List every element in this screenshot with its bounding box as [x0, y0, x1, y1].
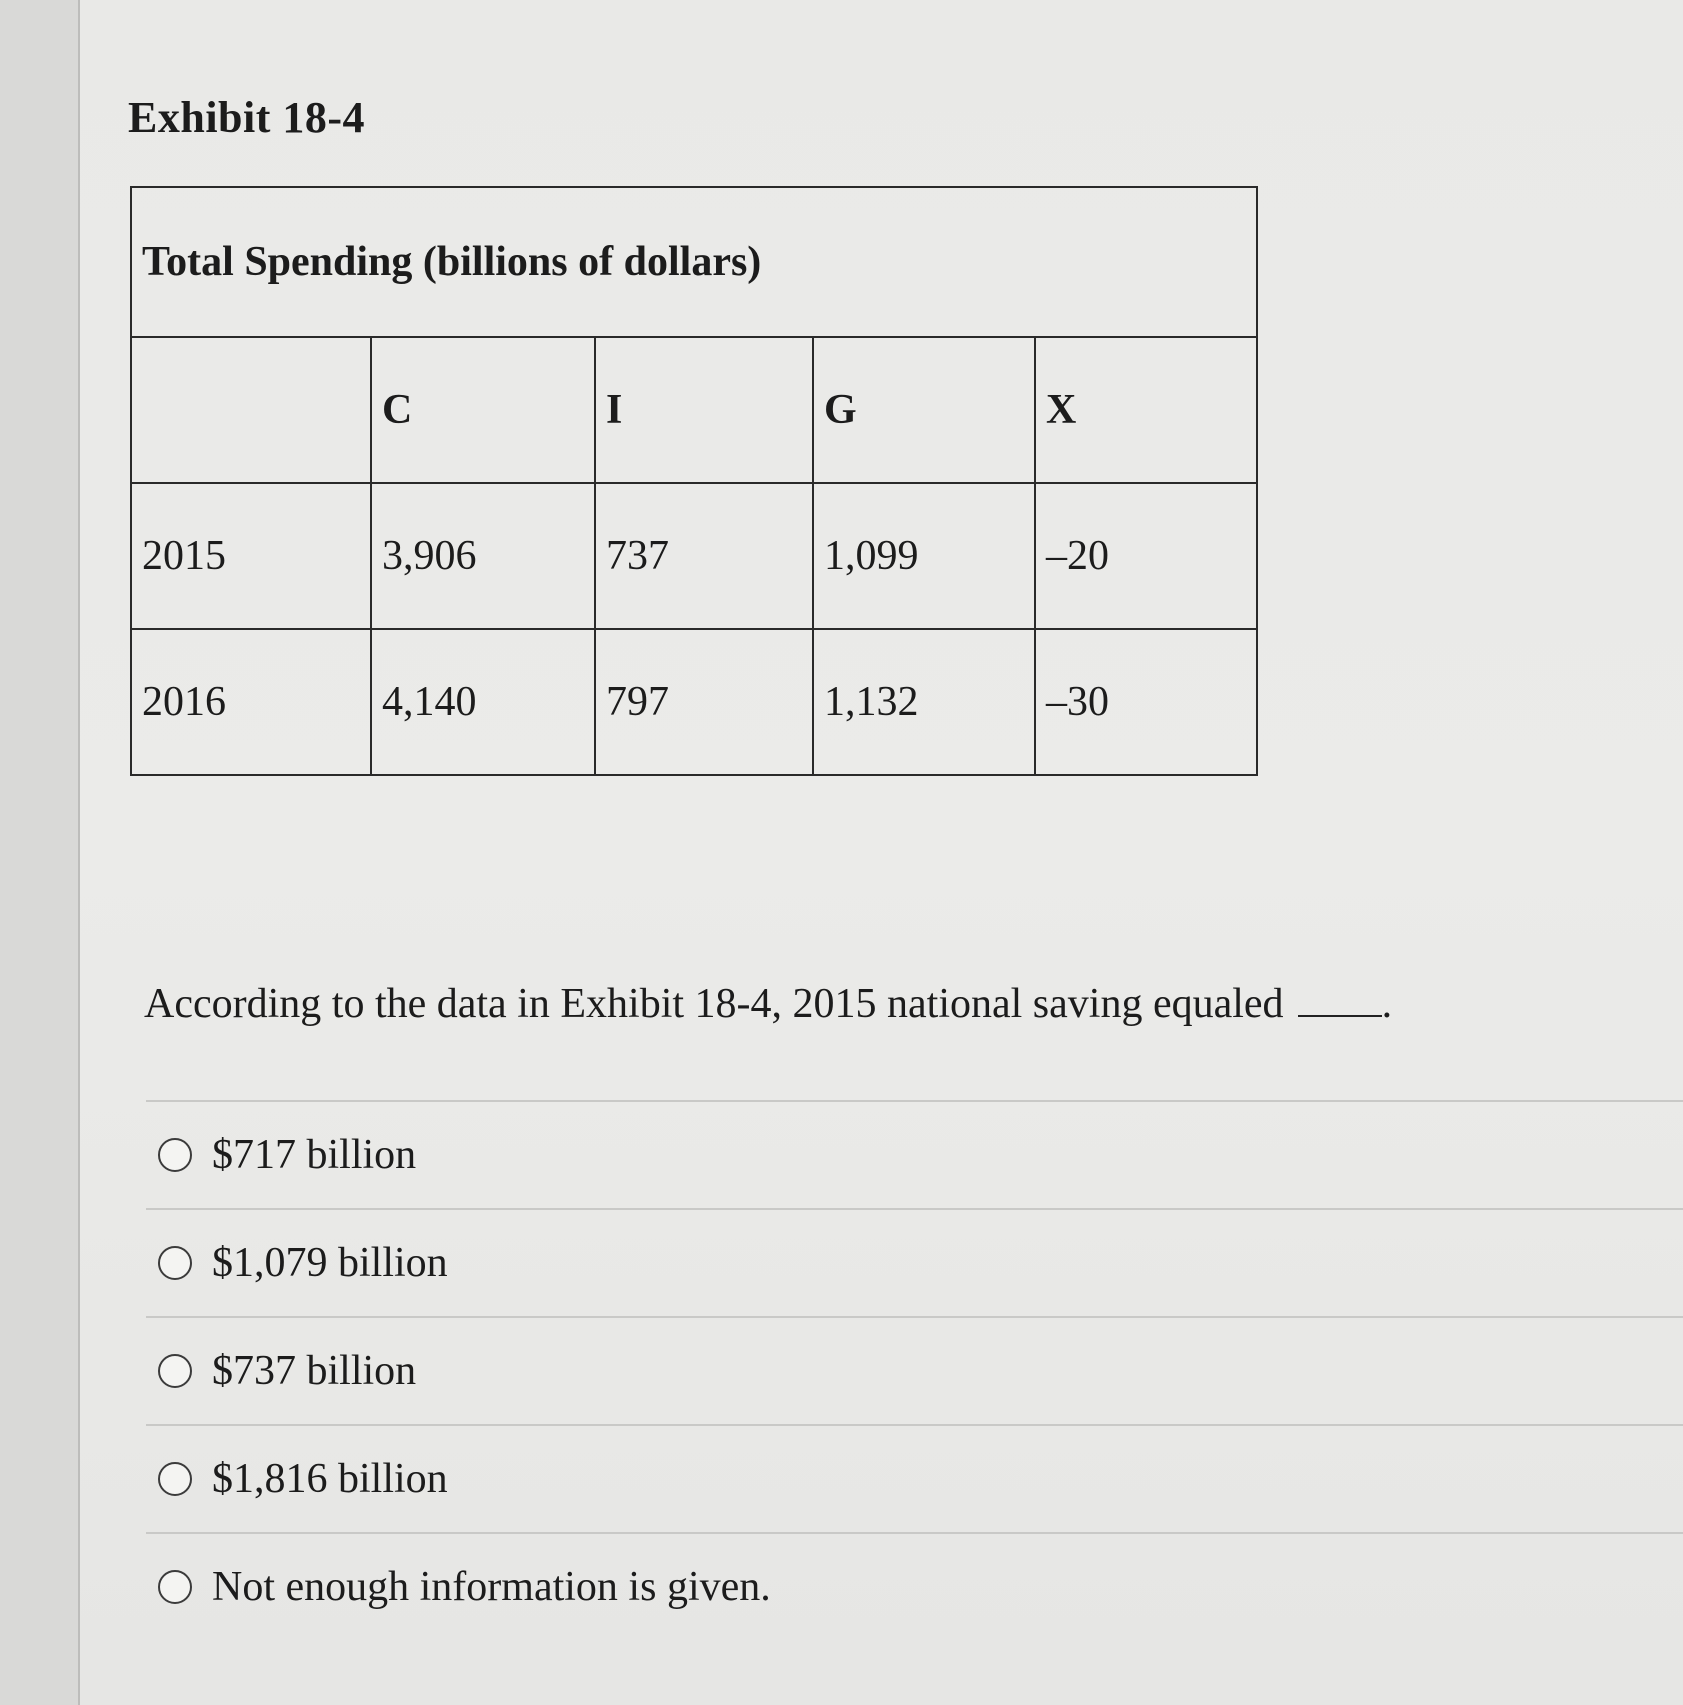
cell-i: 797	[595, 629, 813, 775]
radio-button-icon[interactable]	[158, 1354, 192, 1388]
column-header-empty	[131, 337, 371, 483]
table-caption-row	[131, 187, 1257, 337]
radio-button-icon[interactable]	[158, 1138, 192, 1172]
cell-c: 3,906	[371, 483, 595, 629]
exhibit-title: Exhibit 18-4	[128, 93, 366, 142]
answer-blank	[1298, 1007, 1382, 1017]
cell-x: –30	[1035, 629, 1257, 775]
radio-button-icon[interactable]	[158, 1570, 192, 1604]
option-label: $717 billion	[212, 1132, 417, 1178]
table-row	[131, 483, 1257, 629]
table-caption: Total Spending (billions of dollars)	[131, 187, 1257, 337]
column-header-g: G	[813, 337, 1035, 483]
cell-i: 737	[595, 483, 813, 629]
answer-options	[146, 1100, 1683, 1640]
answer-option-1079[interactable]	[146, 1210, 1683, 1316]
column-header-c: C	[371, 337, 595, 483]
column-header-x: X	[1035, 337, 1257, 483]
column-header-i: I	[595, 337, 813, 483]
option-label: $1,079 billion	[212, 1240, 448, 1286]
option-label: Not enough information is given.	[212, 1564, 771, 1610]
cell-g: 1,099	[813, 483, 1035, 629]
cell-g: 1,132	[813, 629, 1035, 775]
option-label: $1,816 billion	[212, 1456, 448, 1502]
question-period: .	[1381, 981, 1393, 1027]
answer-option-1816[interactable]	[146, 1426, 1683, 1532]
answer-option-737[interactable]	[146, 1318, 1683, 1424]
cell-x: –20	[1035, 483, 1257, 629]
exhibit-table	[130, 186, 1258, 776]
question-text	[144, 980, 1392, 1028]
answer-option-717[interactable]	[146, 1102, 1683, 1208]
option-label: $737 billion	[212, 1348, 417, 1394]
radio-button-icon[interactable]	[158, 1462, 192, 1496]
row-year: 2016	[131, 629, 371, 775]
radio-button-icon[interactable]	[158, 1246, 192, 1280]
left-gutter	[0, 0, 80, 1705]
row-year: 2015	[131, 483, 371, 629]
cell-c: 4,140	[371, 629, 595, 775]
table-header-row	[131, 337, 1257, 483]
question-prompt: According to the data in Exhibit 18-4, 2015 national saving equaled	[144, 981, 1284, 1027]
table-row	[131, 629, 1257, 775]
answer-option-not-enough-info[interactable]	[146, 1534, 1683, 1640]
